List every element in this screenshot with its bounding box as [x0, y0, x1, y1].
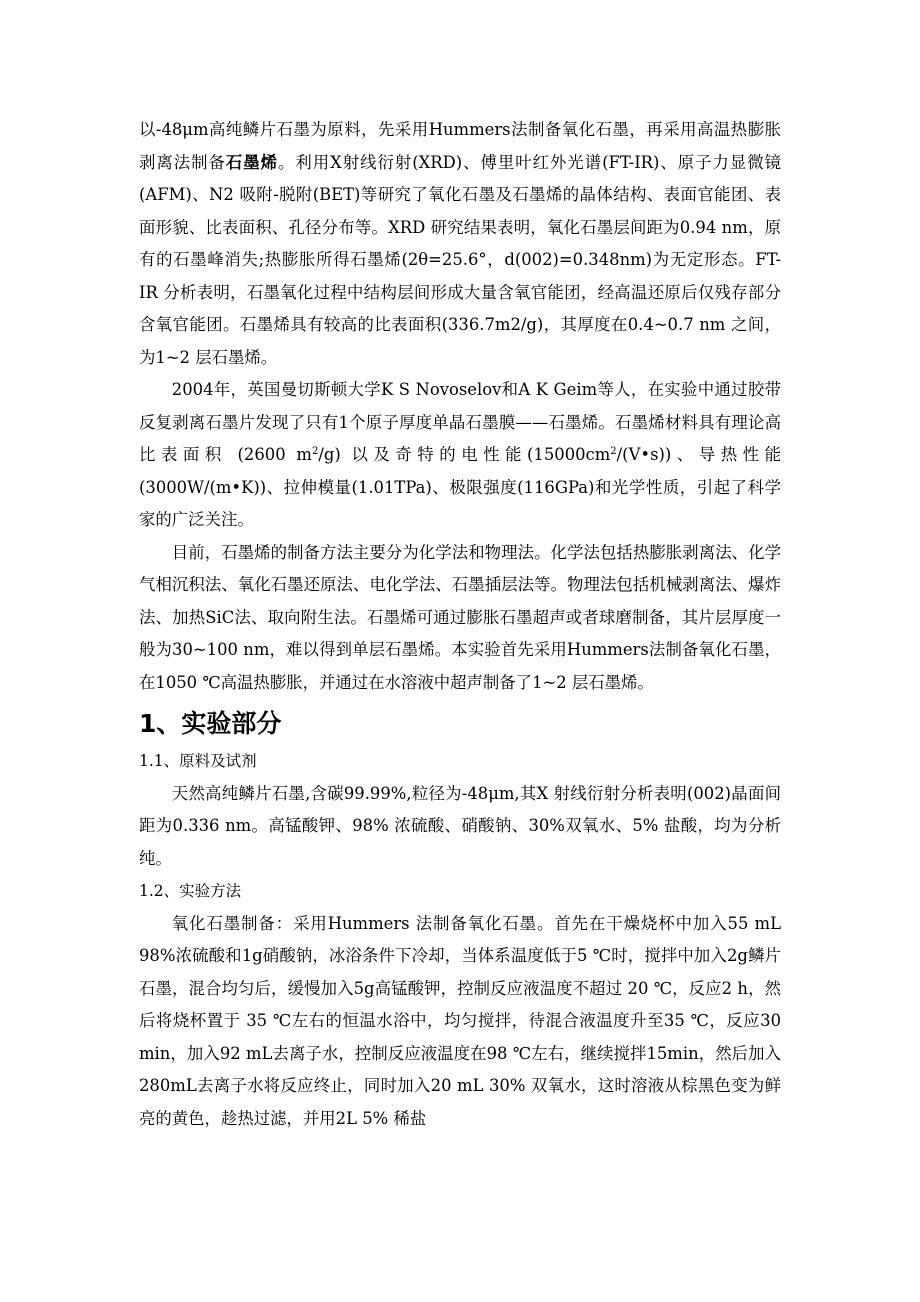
intro-history-part1: 2004年，英国曼切斯顿大学K S Novoselov和A K Geim等人，在实验中通过胶带反复剥离石墨片发现了只有1个原子厚度单晶石墨膜——石墨烯。石墨烯材料具有理论高比表面积 (2600 m	[139, 380, 781, 464]
intro-history-part2: /g) 以及奇特的电性能(15000cm	[318, 445, 611, 464]
subsection-heading-materials: 1.1、原料及试剂	[139, 752, 257, 770]
materials-paragraph: 天然高纯鳞片石墨,含碳99.99%,粒径为-48μm,其X 射线衍射分析表明(002)晶面间距为0.336 nm。高锰酸钾、98% 浓硫酸、硝酸钠、30%双氧水、5% 盐酸，均为分析纯。	[139, 783, 781, 868]
intro-history-part3: /(V•s))、导热性能(3000W/(m•K))、拉伸模量(1.01TPa)、极限强度(116GPa)和光学性质，引起了科学家的广泛关注。	[139, 445, 781, 529]
section-heading-experimental: 1、实验部分	[139, 709, 282, 738]
superscript-2: 2	[311, 446, 319, 457]
method-paragraph: 氧化石墨制备：采用Hummers 法制备氧化石墨。首先在干燥烧杯中加入55 mL 98%浓硫酸和1g硝酸钠，冰浴条件下冷却，当体系温度低于5 ℃时，搅拌中加入2g鳞片石墨，混合均匀后，缓慢加入5g高锰酸钾，控制反应液温度不超过 20 ℃，反应2 h，然后将烧杯置于 35 ℃左右的恒温水浴中，均匀搅拌，待混合液温度升至35 ℃，反应30 min，加入92 mL去离子水，控制反应液温度在98 ℃左右，继续搅拌15min，然后加入280mL去离子水将反应终止，同时加入20 mL 30% 双氧水，这时溶液从棕黑色变为鲜亮的黄色，趁热过滤，并用2L 5% 稀盐	[139, 913, 781, 1128]
abstract-emphasis-graphene: 石墨烯	[225, 152, 278, 172]
abstract-text-before: 以-48μm高纯鳞片石墨为原料，先采用Hummers法制备氧化石墨，再采用高温热膨胀剥离法制备	[139, 120, 781, 172]
superscript-2: 2	[610, 446, 617, 457]
intro-paragraph-methods: 目前，石墨烯的制备方法主要分为化学法和物理法。化学法包括热膨胀剥离法、化学气相沉积法、氧化石墨还原法、电化学法、石墨插层法等。物理法包括机械剥离法、爆炸法、加热SiC法、取向附生法。石墨烯可通过膨胀石墨超声或者球磨制备，其片层厚度一般为30~100 nm，难以得到单层石墨烯。本实验首先采用Hummers法制备氧化石墨，在1050 ℃高温热膨胀，并通过在水溶液中超声制备了1~2 层石墨烯。	[139, 542, 781, 692]
abstract-text-after: 。利用X射线衍射(XRD)、傅里叶红外光谱(FT-IR)、原子力显微镜(AFM)、N2 吸附-脱附(BET)等研究了氧化石墨及石墨烯的晶体结构、表面官能团、表面形貌、比表面积、孔径分布等。XRD 研究结果表明，氧化石墨层间距为0.94 nm，原有的石墨峰消失;热膨胀所得石墨烯(2θ=25.6°，d(002)=0.348nm)为无定形态。FT-IR 分析表明，石墨氧化过程中结构层间形成大量含氧官能团，经高温还原后仅残存部分含氧官能团。石墨烯具有较高的比表面积(336.7m2/g)，其厚度在0.4~0.7 nm 之间，为1~2 层石墨烯。	[139, 152, 782, 367]
intro-paragraph-history	[139, 374, 781, 537]
abstract-paragraph	[139, 114, 781, 374]
document-page	[139, 114, 781, 1135]
subsection-heading-method: 1.2、实验方法	[139, 882, 242, 900]
